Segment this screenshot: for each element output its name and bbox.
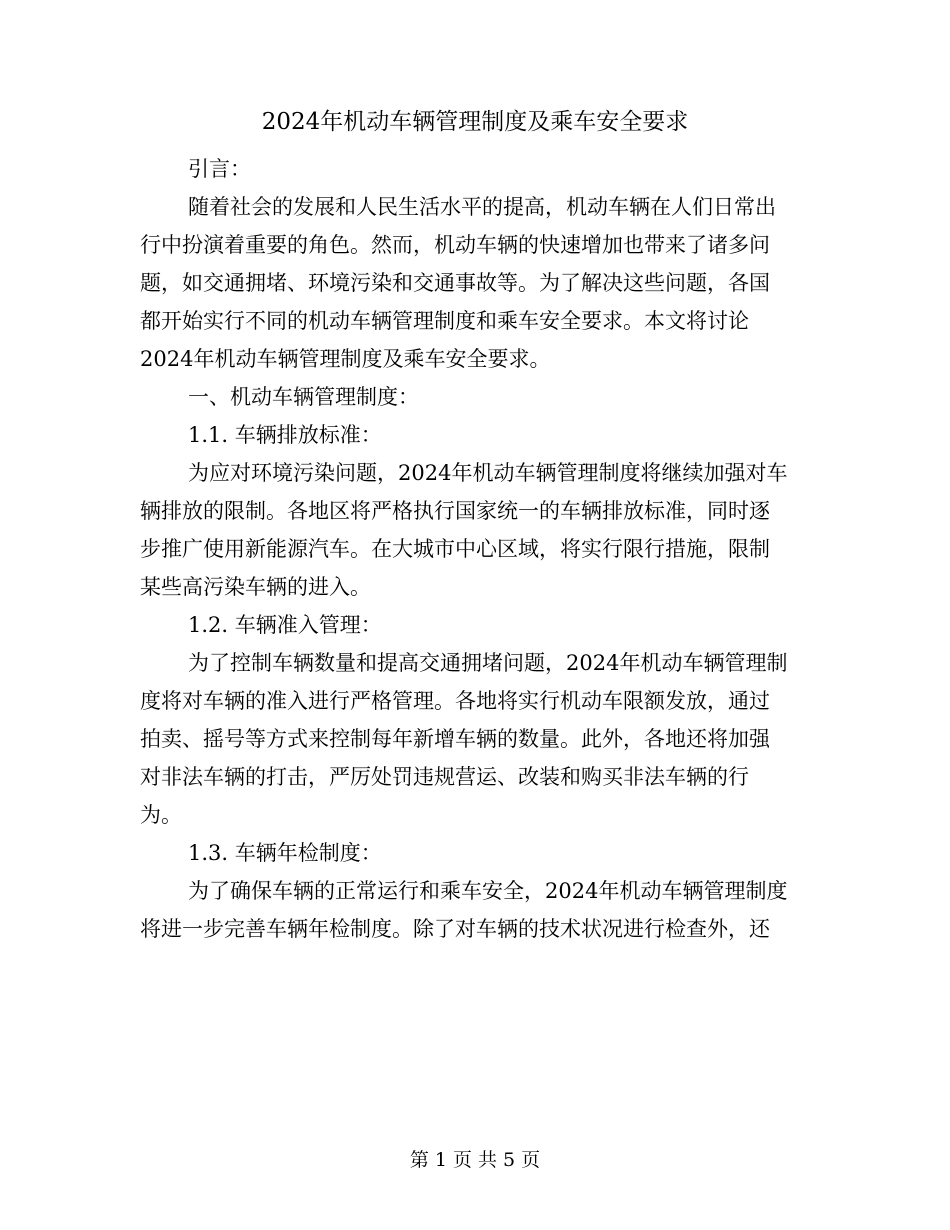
paragraph-line: 为应对环境污染问题，2024年机动车辆管理制度将继续加强对车 xyxy=(188,461,788,485)
paragraph-line: 某些高污染车辆的进入。 xyxy=(140,575,371,599)
paragraph-line: 2024年机动车辆管理制度及乘车安全要求。 xyxy=(140,347,551,371)
paragraph-line: 度将对车辆的准入进行严格管理。各地将实行机动车限额发放，通过 xyxy=(140,689,770,713)
paragraph-line: 为了控制车辆数量和提高交通拥堵问题，2024年机动车辆管理制 xyxy=(188,651,788,675)
paragraph-line: 行中扮演着重要的角色。然而，机动车辆的快速增加也带来了诸多问 xyxy=(140,233,770,257)
paragraph-line: 拍卖、摇号等方式来控制每年新增车辆的数量。此外，各地还将加强 xyxy=(140,727,770,751)
subsection-heading: 1.1. 车辆排放标准： xyxy=(188,423,382,447)
paragraph-line: 为。 xyxy=(140,803,182,827)
paragraph-line: 随着社会的发展和人民生活水平的提高，机动车辆在人们日常出 xyxy=(188,195,776,219)
document-body xyxy=(140,150,810,948)
paragraph-line: 对非法车辆的打击，严厉处罚违规营运、改装和购买非法车辆的行 xyxy=(140,765,749,789)
paragraph-line: 都开始实行不同的机动车辆管理制度和乘车安全要求。本文将讨论 xyxy=(140,309,749,333)
intro-heading: 引言： xyxy=(188,157,251,181)
paragraph-line: 将进一步完善车辆年检制度。除了对车辆的技术状况进行检查外，还 xyxy=(140,917,770,941)
subsection-heading: 1.3. 车辆年检制度： xyxy=(188,841,382,865)
paragraph-line: 辆排放的限制。各地区将严格执行国家统一的车辆排放标准，同时逐 xyxy=(140,499,770,523)
section-heading: 一、机动车辆管理制度： xyxy=(188,385,419,409)
paragraph-line: 题，如交通拥堵、环境污染和交通事故等。为了解决这些问题，各国 xyxy=(140,271,770,295)
page-footer: 第 1 页 共 5 页 xyxy=(409,1149,541,1171)
subsection-heading: 1.2. 车辆准入管理： xyxy=(188,613,382,637)
paragraph-line: 步推广使用新能源汽车。在大城市中心区域，将实行限行措施，限制 xyxy=(140,537,770,561)
paragraph-line: 为了确保车辆的正常运行和乘车安全，2024年机动车辆管理制度 xyxy=(188,879,788,903)
document-title: 2024年机动车辆管理制度及乘车安全要求 xyxy=(261,109,689,135)
